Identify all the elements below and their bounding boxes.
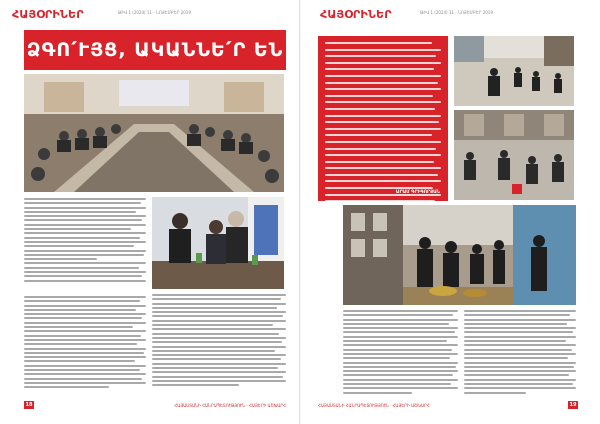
page-number-right: 19 (569, 402, 577, 408)
author-byline: ԱՐԱՄ ԳՐԻԳՈՐՅԱՆ (395, 190, 440, 195)
footer-right (318, 400, 578, 410)
article-body-column-5 (464, 310, 576, 396)
footer-text-right: ՀԱՅԱՍՏԱՆԻ ՀԱՆՐԱՊԵՏՈՒԹՅՈՒՆ · ՀԱՅԵՐԻ ԱՇԽԱՐՀ (318, 402, 430, 408)
spread-gutter (299, 0, 301, 424)
article-body-column-1 (24, 198, 146, 284)
article-body-column-3 (152, 294, 286, 389)
intro-panel (318, 36, 448, 201)
page-number-left: 18 (25, 402, 33, 408)
footer-left (24, 400, 286, 410)
issue-line-left: ԹԻՎ 1 (2024) 11 - ՆՈՅԵՄԲԵՐ 2019 (118, 10, 191, 15)
magazine-brand-right: ՀԱՅՕՐԻՆԵՐ (320, 8, 392, 21)
article-body-column-2 (24, 296, 146, 391)
magazine-brand-left: ՀԱՅՕՐԻՆԵՐ (12, 8, 84, 21)
article-headline: ՁԳՈ՛ՒՅՑ, ԱԿԱՆՆԵ՛Ր ԵՆ (24, 30, 286, 70)
market-photo (343, 205, 576, 305)
issue-line-right: ԹԻՎ 1 (2024) 11 - ՆՈՅԵՄԲԵՐ 2019 (420, 10, 493, 15)
article-body-column-4 (343, 310, 458, 396)
street-photo-2 (454, 110, 574, 200)
street-photo-1 (454, 36, 574, 106)
meeting-photo (24, 74, 284, 192)
speakers-photo (152, 197, 284, 289)
footer-text-left: ՀԱՅԱՍՏԱՆԻ ՀԱՆՐԱՊԵՏՈՒԹՅՈՒՆ · ՀԱՅԵՐԻ ԱՇԽԱՐՀ (174, 402, 286, 408)
